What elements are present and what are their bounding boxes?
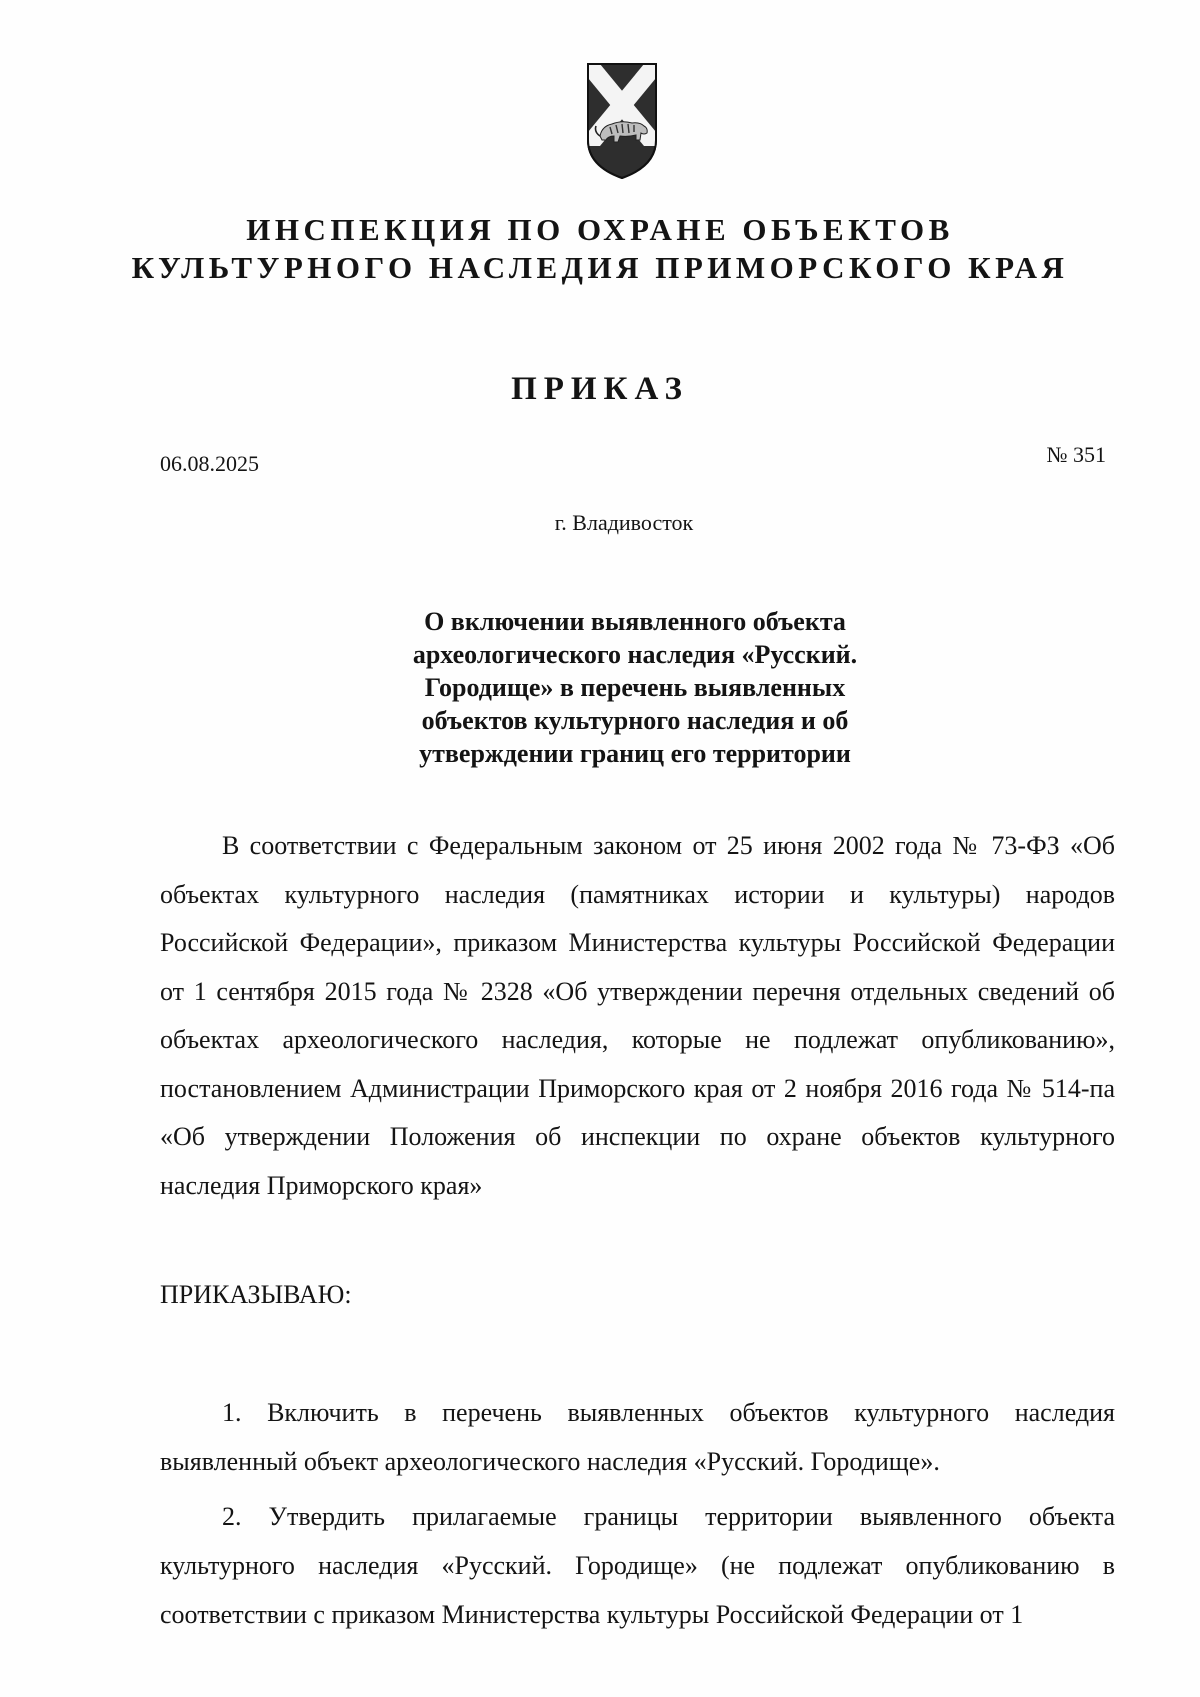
subject-line: археологического наследия «Русский.	[412, 640, 858, 669]
organization-name-line1: ИНСПЕКЦИЯ ПО ОХРАНЕ ОБЪЕКТОВ	[246, 212, 954, 247]
order-item-2: 2. Утвердить прилагаемые границы территории выявленного объекта культурного наследия «Русский. Городище» (не подлежат опубликованию в соответствии с приказом Министерства культуры Российской Федерации от 1	[160, 1502, 1115, 1629]
document-city: г. Владивосток	[554, 510, 694, 535]
document-number: № 351	[1046, 442, 1106, 467]
coat-of-arms-icon	[586, 62, 658, 182]
document-type-title: ПРИКАЗ	[511, 371, 689, 407]
subject-line: О включении выявленного объекта	[424, 607, 846, 636]
organization-name-line2: КУЛЬТУРНОГО НАСЛЕДИЯ ПРИМОРСКОГО КРАЯ	[131, 250, 1069, 285]
document-date: 06.08.2025	[160, 451, 259, 476]
preamble-paragraph: В соответствии с Федеральным законом от 25 июня 2002 года № 73-ФЗ «Об объектах культурного наследия (памятниках истории и культуры) народов Российской Федерации», приказом Министерства культуры Российской Федерации от 1 сентября 2015 года № 2328 «Об утверждении перечня отдельных сведений об объектах археологического наследия, которые не подлежат опубликованию», постановлением Администрации Приморского края от 2 ноября 2016 года № 514-па «Об утверждении Положения об инспекции по охране объектов культурного наследия Приморского края»	[160, 831, 1115, 1200]
order-item-1: 1. Включить в перечень выявленных объектов культурного наследия выявленный объект археологического наследия «Русский. Городище».	[160, 1398, 1115, 1476]
document-subject	[380, 605, 890, 770]
subject-line: Городище» в перечень выявленных	[424, 673, 846, 702]
order-directive: ПРИКАЗЫВАЮ:	[160, 1280, 352, 1309]
subject-line: объектов культурного наследия и об	[421, 706, 849, 735]
subject-line: утверждении границ его территории	[419, 739, 851, 768]
